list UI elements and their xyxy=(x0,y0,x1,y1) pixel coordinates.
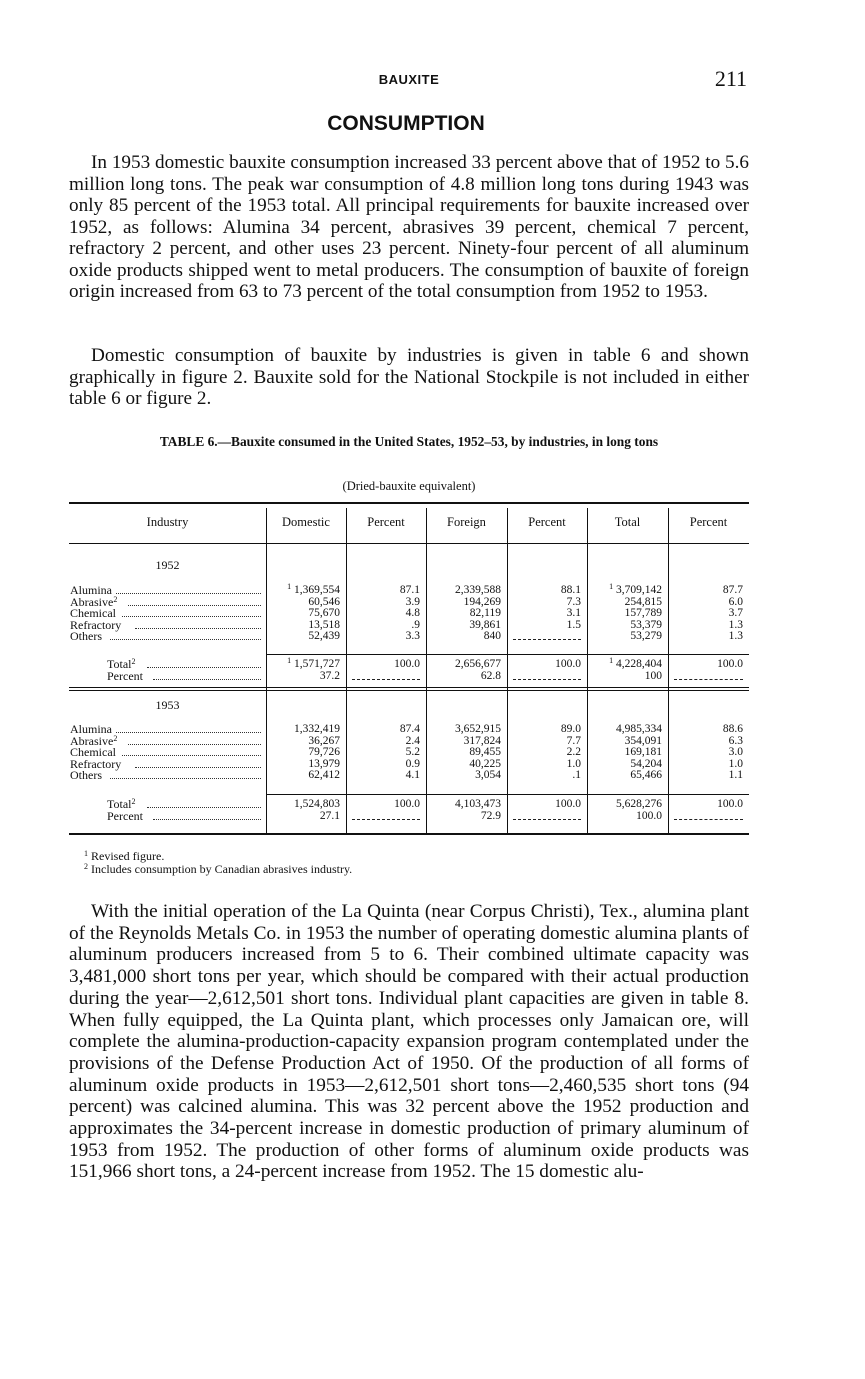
industry-label: Alumina xyxy=(70,583,112,597)
table-cell: 1,524,803 xyxy=(294,798,340,810)
table-cell: 157,789 xyxy=(624,607,662,620)
column-header: Domestic xyxy=(282,515,330,529)
table-cell: 4,985,334 xyxy=(616,723,662,735)
table-cell: 100.0 xyxy=(394,658,420,670)
table-cell: 3,652,915 xyxy=(455,723,501,735)
dot-leader xyxy=(135,767,261,768)
table-cell: 354,091 xyxy=(624,734,662,747)
table-cell: 1.0 xyxy=(728,757,743,770)
empty-cell-dashes xyxy=(513,819,581,820)
table-cell: 1,332,419 xyxy=(294,723,340,735)
column-header: Industry xyxy=(146,515,189,529)
table-cell: 7.7 xyxy=(566,734,581,747)
industry-label: Others xyxy=(70,629,102,644)
dot-leader xyxy=(110,778,261,779)
percent-label: Percent xyxy=(107,808,143,823)
column-header: Percent xyxy=(367,515,405,529)
footnote-ref: 1 xyxy=(609,656,614,665)
footnote-ref: 1 xyxy=(609,582,614,591)
table-cell: 75,670 xyxy=(308,607,340,620)
footnote-text: Includes consumption by Canadian abrasives industry. xyxy=(91,862,353,876)
empty-cell-dashes xyxy=(513,639,581,640)
table-cell: 40,225 xyxy=(469,757,501,770)
table-cell: 317,824 xyxy=(463,734,501,747)
table-cell: 254,815 xyxy=(624,595,662,608)
table-caption: TABLE 6.—Bauxite consumed in the United States, 1952–53, by industries, in long tons xyxy=(159,434,659,449)
industry-label: Chemical xyxy=(70,606,116,621)
dot-leader xyxy=(110,639,261,640)
table-cell: 88.6 xyxy=(722,723,743,735)
table-header-rule xyxy=(69,543,749,544)
footnote-ref: 1 xyxy=(287,582,292,591)
table-cell: 89,455 xyxy=(469,746,501,759)
footnote-ref: 2 xyxy=(131,797,136,806)
dot-leader xyxy=(153,819,261,820)
table-cell: 4.1 xyxy=(405,769,420,782)
table-cell: 53,379 xyxy=(630,618,662,631)
industry-label: Abrasive$^2$ xyxy=(70,594,118,609)
paragraph-text: In 1953 domestic bauxite consumption increased 33 percent above that of 1952 to 5.6 million long tons. The peak war consumption of 4.8 million long tons during 1943 was only 85 percent of the 1953 total. All principal requirements for bauxite increased over 1952, as follows: Alumina 34 percent, abrasives 39 percent, chemical 7 percent, refractory 2 percent, and other uses 23 percent. Ninety-four percent of all aluminum oxide products shipped went to metal producers. The consumption of bauxite of foreign origin increased from 63 to 73 percent of the total consumption from 1952 to 1953. xyxy=(69,152,749,302)
table-cell: 5.2 xyxy=(405,746,420,759)
footnote-mark: 1 xyxy=(84,849,88,858)
table-cell: 100.0 xyxy=(636,809,662,822)
table-cell: 194,269 xyxy=(463,595,501,608)
year-heading: 1952 xyxy=(155,558,180,572)
total-label: Total$^2$ xyxy=(107,657,136,671)
column-header: Percent xyxy=(689,515,728,529)
year-heading: 1953 xyxy=(155,698,180,712)
paragraph-alumina-plants xyxy=(69,901,749,1183)
table-cell: 1.3 xyxy=(728,618,743,631)
dot-leader xyxy=(147,807,262,808)
paragraph-consumption-1 xyxy=(69,152,749,303)
footnote-text: Revised figure. xyxy=(91,849,165,863)
bauxite-consumption-table xyxy=(69,502,749,835)
table-top-rule xyxy=(69,502,749,504)
paragraph-text: Domestic consumption of bauxite by industries is given in table 6 and shown graphically in figure 2. Bauxite sold for the National Stockpile is not included in either table 6 or figure 2. xyxy=(69,345,749,409)
table-cell: $^1$ 1,369,554 xyxy=(287,582,340,596)
industry-label: Chemical xyxy=(70,745,116,760)
table-cell: 65,466 xyxy=(630,769,662,782)
table-cell: 1.5 xyxy=(566,618,581,631)
footnote-ref: 1 xyxy=(287,656,292,665)
table-cell: 3.1 xyxy=(566,607,581,620)
table-cell: 3,054 xyxy=(475,769,501,782)
dot-leader xyxy=(135,628,261,629)
table-cell: 100.0 xyxy=(717,798,743,810)
table-cell: 2.4 xyxy=(405,734,420,747)
table-cell: 100 xyxy=(644,669,662,682)
running-title: BAUXITE xyxy=(378,72,440,87)
paragraph-text: With the initial operation of the La Quinta (near Corpus Christi), Tex., alumina plant of the Reynolds Metals Co. in 1953 the number of operating domestic alumina plants of aluminum producers increased from 5 to 6. Their combined ultimate capacity was 3,481,000 short tons per year, which should be compared with their actual production during the year—2,612,501 short tons. Individual plant capacities are given in table 8. When fully equipped, the La Quinta plant, which processes only Jamaican ore, will complete the alumina-production-capacity expansion program contemplated under the provisions of the Defense Production Act of 1950. Of the production of all forms of aluminum oxide products in 1953—2,612,501 short tons—2,460,535 short tons (94 percent) was calcined alumina. This was 32 percent above the 1952 production and approximates the 34-percent increase in domestic production of primary aluminum of 1953 from 1952. The production of other forms of aluminum oxide products was 151,966 short tons, a 24-percent increase from 1952. The 15 domestic alu- xyxy=(69,901,749,1183)
dot-leader xyxy=(116,593,261,594)
dot-leader xyxy=(122,616,261,617)
running-head xyxy=(69,66,749,94)
dot-leader xyxy=(128,744,261,745)
dot-leader xyxy=(147,667,262,668)
percent-label: Percent xyxy=(107,668,143,683)
dot-leader xyxy=(153,679,261,680)
table-cell: 4,103,473 xyxy=(455,798,501,810)
footnote-ref: 2 xyxy=(113,594,118,604)
table-cell: 840 xyxy=(483,630,501,643)
page-number: 211 xyxy=(714,66,747,91)
footnote-mark: 2 xyxy=(84,862,88,871)
table-cell: 3.3 xyxy=(405,630,420,643)
empty-cell-dashes xyxy=(674,679,743,680)
column-rule xyxy=(507,508,508,835)
footnote-ref: 2 xyxy=(113,733,118,743)
table-cell: 82,119 xyxy=(469,607,501,620)
table-cell: 87.4 xyxy=(399,723,420,735)
table-cell: 36,267 xyxy=(308,734,340,747)
table-cell: 100.0 xyxy=(717,658,743,670)
column-header: Foreign xyxy=(447,515,486,529)
year-separator-rule xyxy=(69,690,749,691)
table-cell: 169,181 xyxy=(624,746,662,759)
table-cell: 60,546 xyxy=(308,595,340,608)
table-cell: 88.1 xyxy=(560,584,581,596)
table-cell: 53,279 xyxy=(630,630,662,643)
table-cell: .1 xyxy=(572,769,581,782)
table-cell: 6.3 xyxy=(728,734,743,747)
table-cell: 1.1 xyxy=(728,769,743,782)
table-cell: .9 xyxy=(411,618,420,631)
table-cell: 79,726 xyxy=(308,746,340,759)
industry-label: Refractory xyxy=(70,756,122,771)
dot-leader xyxy=(116,732,261,733)
table-cell: $^1$ 3,709,142 xyxy=(609,582,662,596)
table-cell: 62.8 xyxy=(480,669,501,682)
table-cell: 100.0 xyxy=(555,798,581,810)
table-cell: 62,412 xyxy=(308,769,340,782)
table-cell: 1.0 xyxy=(566,757,581,770)
table-cell: 3.7 xyxy=(728,607,743,620)
table-footnotes xyxy=(84,850,352,876)
table-cell: 39,861 xyxy=(469,618,501,631)
table-cell: 7.3 xyxy=(566,595,581,608)
column-header: Percent xyxy=(528,515,566,529)
table-cell: 1.3 xyxy=(728,630,743,643)
table-cell: 4.8 xyxy=(405,607,420,620)
table-cell: 5,628,276 xyxy=(616,798,662,810)
total-rule xyxy=(266,794,749,795)
table-cell: 13,979 xyxy=(308,757,340,770)
table-cell: 37.2 xyxy=(319,669,340,682)
table-cell: 3.9 xyxy=(405,595,420,608)
table-cell: 2.2 xyxy=(566,746,581,759)
column-rule xyxy=(346,508,347,835)
table-subtitle: (Dried-bauxite equivalent) xyxy=(342,479,476,493)
industry-label: Others xyxy=(70,768,102,783)
table-cell: 13,518 xyxy=(308,618,340,631)
industry-label: Alumina xyxy=(70,722,112,736)
table-cell: $^1$ 4,228,404 xyxy=(609,656,662,670)
table-cell: 54,204 xyxy=(630,757,662,770)
footnote-ref: 2 xyxy=(131,657,136,666)
empty-cell-dashes xyxy=(513,679,581,680)
table-cell: 100.0 xyxy=(394,798,420,810)
total-label: Total$^2$ xyxy=(107,797,136,811)
total-rule xyxy=(266,654,749,655)
table-cell: 27.1 xyxy=(319,809,340,822)
table-cell: 72.9 xyxy=(480,809,501,822)
table-cell: 100.0 xyxy=(555,658,581,670)
table-cell: 2,656,677 xyxy=(455,658,501,670)
year-separator-rule xyxy=(69,687,749,688)
table-cell: 87.7 xyxy=(722,584,743,596)
industry-label: Refractory xyxy=(70,617,122,632)
table-cell: 52,439 xyxy=(308,630,340,643)
section-title: CONSUMPTION xyxy=(327,112,485,135)
dot-leader xyxy=(128,605,261,606)
footnote-2 xyxy=(84,863,352,876)
paragraph-consumption-2 xyxy=(69,345,749,410)
industry-label: Abrasive$^2$ xyxy=(70,733,118,748)
table-cell: $^1$ 1,571,727 xyxy=(287,656,340,670)
empty-cell-dashes xyxy=(352,819,420,820)
column-rule xyxy=(668,508,669,835)
table-cell: 87.1 xyxy=(399,584,420,596)
table-cell: 2,339,588 xyxy=(455,584,501,596)
table-cell: 6.0 xyxy=(728,595,743,608)
table-cell: 89.0 xyxy=(560,723,581,735)
table-bottom-rule xyxy=(69,833,749,835)
table-cell: 3.0 xyxy=(728,746,743,759)
table-cell: 0.9 xyxy=(405,757,420,770)
dot-leader xyxy=(122,755,261,756)
empty-cell-dashes xyxy=(674,819,743,820)
empty-cell-dashes xyxy=(352,679,420,680)
column-header: Total xyxy=(614,515,641,529)
